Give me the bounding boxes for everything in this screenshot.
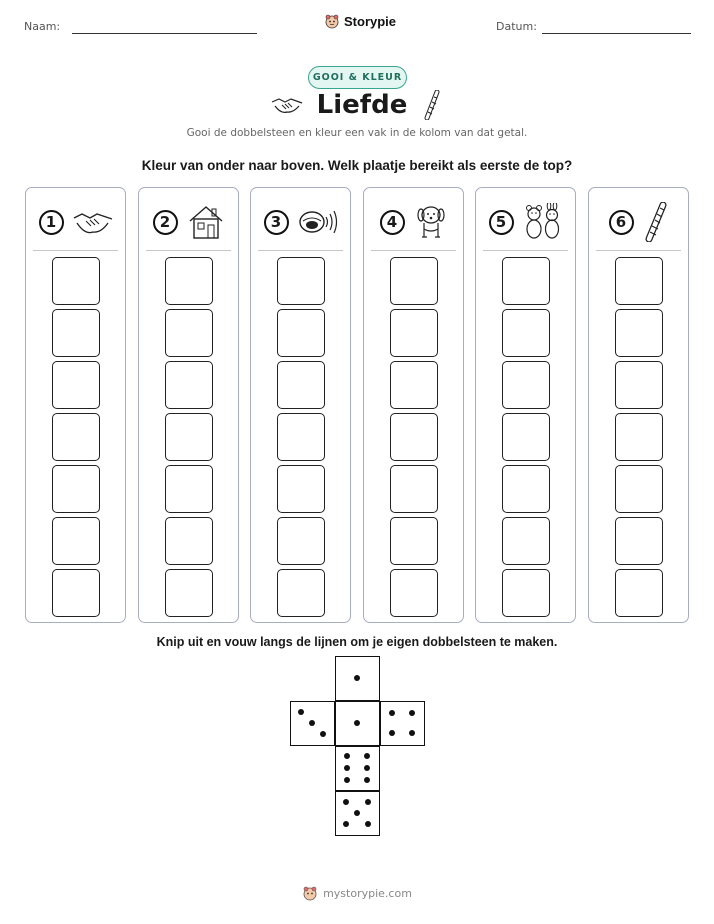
color-cell[interactable] (277, 361, 325, 409)
die-pip (364, 753, 370, 759)
column-number: 3 (264, 210, 289, 235)
column-header (251, 202, 350, 242)
column-divider (483, 250, 568, 251)
color-cell[interactable] (52, 361, 100, 409)
candy-stick-icon (421, 90, 443, 120)
die-face-1 (335, 701, 380, 746)
color-cell[interactable] (615, 569, 663, 617)
column-3 (250, 187, 351, 623)
color-cell[interactable] (390, 257, 438, 305)
die-pip (364, 777, 370, 783)
color-cell[interactable] (615, 309, 663, 357)
column-header (476, 202, 575, 242)
die-pip (354, 720, 360, 726)
storypie-mascot-icon (324, 13, 340, 29)
color-cell[interactable] (165, 465, 213, 513)
column-number: 2 (153, 210, 178, 235)
color-cell[interactable] (390, 569, 438, 617)
die-pip (320, 731, 326, 737)
title-row (0, 90, 714, 120)
column-header (26, 202, 125, 242)
column-divider (33, 250, 118, 251)
subtitle: Gooi de dobbelsteen en kleur een vak in de kolom van dat getal. (186, 127, 528, 139)
die-face-6 (335, 746, 380, 791)
color-cell[interactable] (165, 517, 213, 565)
column-divider (371, 250, 456, 251)
house-icon (187, 203, 225, 241)
color-cell[interactable] (165, 361, 213, 409)
color-cell[interactable] (502, 361, 550, 409)
brand-logo (324, 13, 396, 29)
color-cell[interactable] (52, 517, 100, 565)
name-line (72, 33, 257, 34)
color-cell[interactable] (277, 413, 325, 461)
cut-instruction: Knip uit en vouw langs de lijnen om je eigen dobbelsteen te maken. (156, 635, 558, 649)
color-cell[interactable] (502, 517, 550, 565)
color-cell[interactable] (52, 465, 100, 513)
color-cell[interactable] (277, 257, 325, 305)
color-cell[interactable] (165, 413, 213, 461)
color-cell[interactable] (277, 517, 325, 565)
die-pip (344, 777, 350, 783)
page-title: Liefde (316, 90, 408, 120)
die-pip (389, 710, 395, 716)
color-cell[interactable] (390, 517, 438, 565)
footer (0, 885, 714, 901)
column-header (589, 202, 688, 242)
die-pip (364, 765, 370, 771)
color-cell[interactable] (502, 257, 550, 305)
die-pip (344, 753, 350, 759)
die-pip (365, 821, 371, 827)
column-2 (138, 187, 239, 623)
color-cell[interactable] (165, 257, 213, 305)
color-cell[interactable] (615, 465, 663, 513)
color-cell[interactable] (390, 465, 438, 513)
color-cell[interactable] (390, 361, 438, 409)
die-pip (298, 709, 304, 715)
teddy-bears-icon (523, 203, 563, 241)
die-pip (343, 821, 349, 827)
color-cell[interactable] (615, 413, 663, 461)
column-header (139, 202, 238, 242)
column-divider (146, 250, 231, 251)
color-cell[interactable] (390, 309, 438, 357)
brand-name: Storypie (344, 13, 397, 29)
color-cell[interactable] (277, 569, 325, 617)
color-cell[interactable] (502, 309, 550, 357)
color-cell[interactable] (52, 569, 100, 617)
die-face-1 (335, 656, 380, 701)
column-number: 1 (39, 210, 64, 235)
handshake-icon (271, 94, 303, 116)
color-cell[interactable] (615, 257, 663, 305)
storypie-mascot-icon (302, 885, 318, 901)
color-cell[interactable] (277, 465, 325, 513)
die-pip (365, 799, 371, 805)
die-pip (354, 810, 360, 816)
column-6 (588, 187, 689, 623)
color-cell[interactable] (615, 361, 663, 409)
name-label: Naam: (24, 20, 61, 33)
color-cell[interactable] (502, 465, 550, 513)
instruction: Kleur van onder naar boven. Welk plaatje bereikt als eerste de top? (141, 158, 573, 173)
die-face-4 (380, 701, 425, 746)
puppy-icon (414, 203, 448, 241)
die-pip (409, 710, 415, 716)
color-cell[interactable] (52, 257, 100, 305)
color-cell[interactable] (165, 309, 213, 357)
color-cell[interactable] (502, 569, 550, 617)
candy-stick-icon (643, 202, 669, 242)
column-1 (25, 187, 126, 623)
column-5 (475, 187, 576, 623)
date-line (542, 33, 691, 34)
die-face-3 (290, 701, 335, 746)
die-pip (343, 799, 349, 805)
die-pip (409, 730, 415, 736)
column-divider (596, 250, 681, 251)
column-number: 4 (380, 210, 405, 235)
color-cell[interactable] (615, 517, 663, 565)
color-cell[interactable] (390, 413, 438, 461)
die-pip (344, 765, 350, 771)
color-cell[interactable] (165, 569, 213, 617)
die-pip (354, 675, 360, 681)
handshake-icon (73, 206, 113, 238)
color-cell[interactable] (52, 309, 100, 357)
column-number: 6 (609, 210, 634, 235)
footer-url[interactable]: mystorypie.com (323, 886, 412, 900)
column-4 (363, 187, 464, 623)
date-label: Datum: (496, 20, 537, 33)
activity-badge: GOOI & KLEUR (308, 66, 407, 89)
column-header (364, 202, 463, 242)
column-number: 5 (489, 210, 514, 235)
color-cell[interactable] (52, 413, 100, 461)
die-face-5 (335, 791, 380, 836)
color-cell[interactable] (277, 309, 325, 357)
die-pip (389, 730, 395, 736)
color-cell[interactable] (502, 413, 550, 461)
column-divider (258, 250, 343, 251)
die-pip (309, 720, 315, 726)
mouth-speaking-icon (298, 207, 338, 237)
